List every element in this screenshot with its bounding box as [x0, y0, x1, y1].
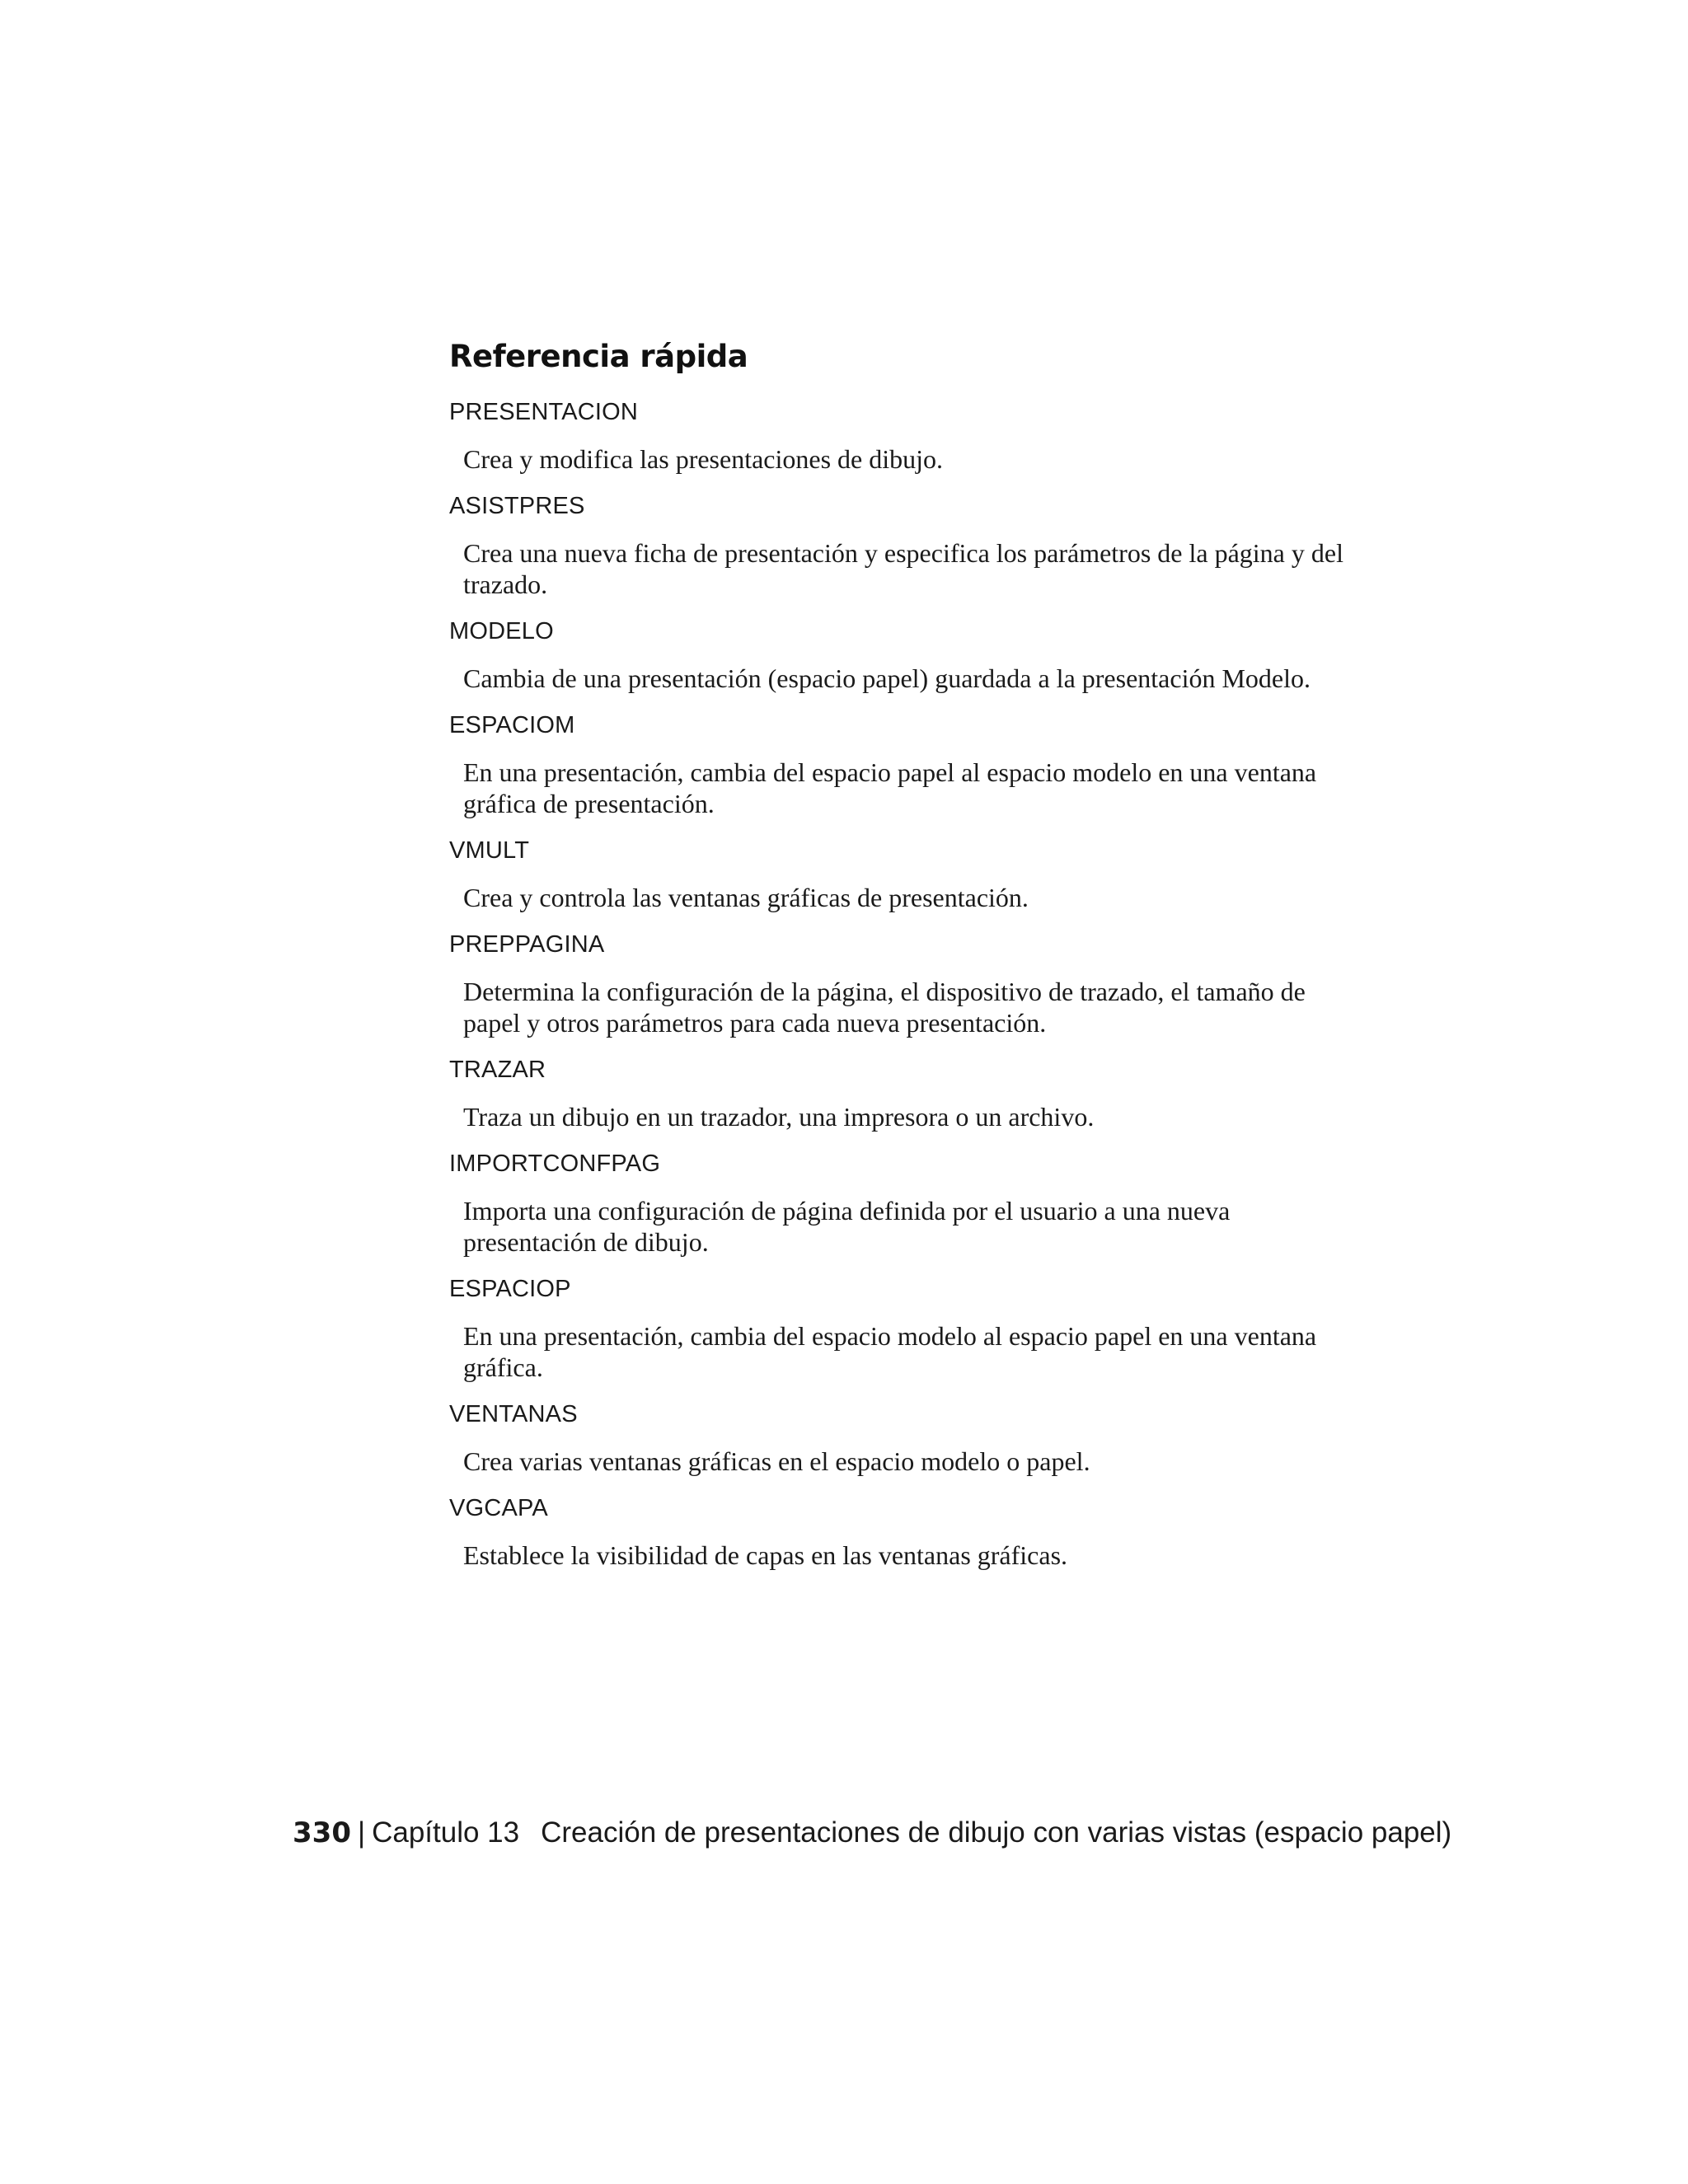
command-name: VENTANAS — [449, 1401, 578, 1427]
reference-entry — [449, 930, 1372, 1038]
command-description: Importa una configuración de página definida por el usuario a una nueva presentación de dibujo. — [463, 1196, 1231, 1257]
command-description: Cambia de una presentación (espacio papel) guardada a la presentación Modelo. — [463, 663, 1311, 693]
command-name: PRESENTACION — [449, 399, 639, 425]
reference-entry — [449, 1399, 1372, 1477]
command-name: PREPPAGINA — [449, 931, 605, 958]
command-description: En una presentación, cambia del espacio modelo al espacio papel en una ventana gráfica. — [463, 1321, 1317, 1382]
chapter-label: Capítulo 13 — [372, 1816, 520, 1849]
command-name: ESPACIOM — [449, 712, 575, 738]
command-description: Traza un dibujo en un trazador, una impresora o un archivo. — [463, 1102, 1095, 1132]
command-name: VMULT — [449, 837, 530, 864]
reference-entry — [449, 1149, 1372, 1258]
command-description: Crea una nueva ficha de presentación y especifica los parámetros de la página y del trazado. — [463, 538, 1343, 599]
reference-entry — [449, 836, 1372, 913]
chapter-title: Creación de presentaciones de dibujo con varias vistas (espacio papel) — [541, 1816, 1452, 1849]
command-name: MODELO — [449, 618, 554, 644]
page-footer — [293, 1813, 1451, 1853]
command-description: Establece la visibilidad de capas en las ventanas gráficas. — [463, 1540, 1068, 1570]
command-description: Crea y controla las ventanas gráficas de presentación. — [463, 883, 1029, 912]
reference-entry — [449, 491, 1372, 600]
page-number: 330 — [293, 1816, 351, 1849]
command-name: VGCAPA — [449, 1495, 548, 1521]
command-name: ESPACIOP — [449, 1276, 571, 1302]
command-description: En una presentación, cambia del espacio papel al espacio modelo en una ventana gráfica de presentación. — [463, 757, 1317, 818]
reference-entry — [449, 1274, 1372, 1383]
command-description: Determina la configuración de la página, el dispositivo de trazado, el tamaño de papel y otros parámetros para cada nueva presentación. — [463, 977, 1306, 1038]
command-description: Crea varias ventanas gráficas en el espacio modelo o papel. — [463, 1446, 1090, 1476]
reference-entry — [449, 616, 1372, 694]
command-name: TRAZAR — [449, 1057, 546, 1083]
command-name: IMPORTCONFPAG — [449, 1151, 661, 1177]
reference-entry — [449, 1055, 1372, 1132]
section-title: Referencia rápida — [449, 339, 748, 374]
command-description: Crea y modifica las presentaciones de dibujo. — [463, 444, 944, 474]
footer-separator: | — [357, 1816, 366, 1849]
reference-entry — [449, 710, 1372, 819]
reference-entry — [449, 397, 1372, 475]
reference-entry — [449, 1493, 1372, 1571]
quick-reference-section — [449, 336, 1372, 1587]
command-name: ASISTPRES — [449, 493, 585, 519]
